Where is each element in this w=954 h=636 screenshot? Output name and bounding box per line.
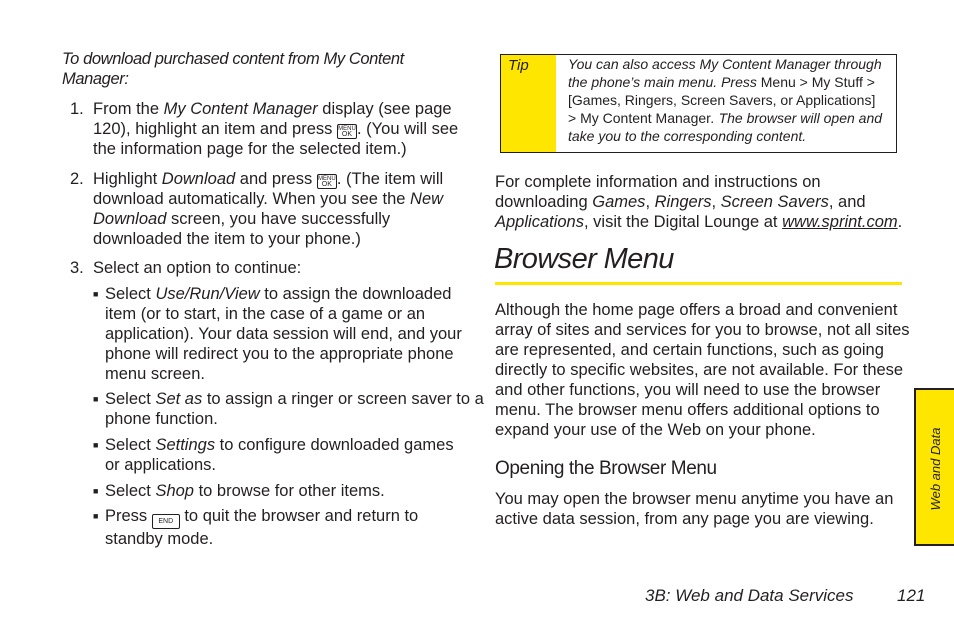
- text: screen, you have successfully: [166, 210, 391, 228]
- opening-paragraph: [495, 489, 893, 529]
- option-set-as: [93, 389, 484, 429]
- tip-box: [500, 54, 897, 153]
- bullet-line: application). Your data session will end, and your: [105, 325, 462, 343]
- subsection-heading: Opening the Browser Menu: [495, 458, 717, 479]
- tip-label: Tip: [508, 57, 529, 74]
- bullet-line: [105, 435, 454, 455]
- paragraph-line: Although the home page offers a broad and convenient: [495, 301, 898, 319]
- text: Select: [105, 436, 156, 454]
- section-side-tab: [914, 388, 954, 546]
- browser-menu-paragraph: [495, 300, 910, 440]
- info-paragraph: [495, 172, 902, 232]
- text: Highlight: [93, 170, 162, 188]
- menu-name: Ringers: [654, 193, 712, 211]
- step-2: [93, 169, 443, 249]
- key-label: OK: [321, 181, 332, 188]
- text: >: [795, 74, 812, 90]
- text: .: [897, 213, 903, 231]
- text: ,: [645, 193, 655, 211]
- bullet-line: item (or to start, in the case of a game or an: [105, 305, 426, 323]
- footer-section-name: 3B: Web and Data Services: [645, 586, 854, 605]
- text: From the: [93, 100, 164, 118]
- step-2-line: [93, 209, 443, 229]
- key-label: END: [158, 518, 174, 525]
- text: Select: [105, 482, 156, 500]
- procedure-heading-line: To download purchased content from My Content: [62, 50, 404, 68]
- step-1-line: [93, 99, 458, 119]
- bullet-line: phone will redirect you to the appropriate phone: [105, 345, 454, 363]
- menu-name: My Content Manager: [163, 100, 318, 118]
- text: to assign the downloaded: [259, 285, 452, 303]
- option-shop: [93, 481, 385, 501]
- menu-name: Download: [161, 170, 236, 188]
- bullet-icon: ■: [93, 440, 99, 450]
- text: . The browser will open and: [710, 110, 883, 126]
- menu-name: Games: [592, 193, 646, 211]
- tip-line: [Games, Ringers, Screen Savers, or Applications]: [568, 92, 876, 108]
- bullet-line: [105, 506, 418, 529]
- menu-name: My Stuff: [811, 74, 863, 90]
- text: downloading: [495, 193, 593, 211]
- text: ,: [711, 193, 721, 211]
- paragraph-line: You may open the browser menu anytime you have an: [495, 490, 894, 508]
- option-end-key: [93, 506, 419, 549]
- paragraph-line: menu. The browser menu offers additional options to: [495, 401, 880, 419]
- info-line: [495, 192, 902, 212]
- paragraph-line: expand your use of the Web on your phone.: [495, 421, 816, 439]
- bullet-line: or applications.: [105, 456, 216, 474]
- bullet-line: [105, 389, 484, 409]
- bullet-icon: ■: [93, 511, 99, 521]
- text: to configure downloaded games: [215, 436, 454, 454]
- info-line: For complete information and instructions on: [495, 173, 821, 191]
- section-title: Browser Menu: [494, 243, 674, 275]
- menu-name: New: [410, 190, 444, 208]
- tip-text: [568, 55, 882, 145]
- menu-name: Set as: [155, 390, 203, 408]
- info-line: [495, 212, 902, 232]
- menu-name: Screen Savers: [720, 193, 829, 211]
- text: >: [862, 74, 875, 90]
- end-key-icon: [152, 514, 180, 529]
- key-label: OK: [341, 131, 353, 138]
- text: , and: [828, 193, 866, 211]
- step-number: 3.: [70, 259, 84, 277]
- bullet-line: phone function.: [105, 410, 218, 428]
- tip-line: [568, 109, 882, 127]
- step-1: [93, 99, 458, 159]
- step-1-line: the information page for the selected item.): [93, 140, 407, 158]
- tip-label-bar: [501, 55, 556, 152]
- text: 120), highlight an item and press: [93, 120, 337, 138]
- text: . (The item will: [336, 170, 444, 188]
- text: to quit the browser and return to: [179, 507, 419, 525]
- text: and press: [235, 170, 317, 188]
- menu-name: Applications: [495, 213, 584, 231]
- menu-name: Use/Run/View: [155, 285, 260, 303]
- paragraph-line: are represented, and certain functions, such as going: [495, 341, 884, 359]
- menu-name: Menu: [760, 74, 796, 90]
- paragraph-line: and other functions, you will need to use the browser: [495, 381, 881, 399]
- option-settings: [93, 435, 454, 475]
- paragraph-line: active data session, from any page you are viewing.: [495, 510, 874, 528]
- text: . (You will see: [356, 120, 459, 138]
- text: >: [568, 110, 581, 126]
- text: download automatically. When you see the: [93, 190, 411, 208]
- bullet-icon: ■: [93, 486, 99, 496]
- menu-ok-key-icon: [317, 174, 337, 189]
- text: Press: [105, 507, 152, 525]
- bullet-icon: ■: [93, 289, 99, 299]
- menu-name: Download: [93, 210, 167, 228]
- text: display (see page: [317, 100, 452, 118]
- bullet-line: [105, 481, 385, 501]
- key-label: MENU: [317, 176, 336, 182]
- key-label: MENU: [338, 126, 356, 132]
- sprint-link[interactable]: [782, 213, 898, 231]
- paragraph-line: array of sites and services for you to browse, not all sites: [495, 321, 910, 339]
- paragraph-line: directly to specific websites, are not available. For these: [495, 361, 904, 379]
- menu-name: Settings: [155, 436, 216, 454]
- text: to browse for other items.: [194, 482, 385, 500]
- title-rule: [495, 282, 902, 285]
- step-number: 2.: [70, 170, 84, 188]
- text: Select: [105, 390, 156, 408]
- step-number: 1.: [70, 100, 84, 118]
- menu-name: Shop: [155, 482, 194, 500]
- procedure-heading: [62, 49, 404, 89]
- option-use-run-view: [93, 284, 462, 384]
- step-2-line: downloaded the item to your phone.): [93, 230, 361, 248]
- text: to assign a ringer or screen saver to a: [202, 390, 484, 408]
- link-text[interactable]: www.sprint.com: [782, 213, 898, 231]
- bullet-icon: ■: [93, 394, 99, 404]
- bullet-line: standby mode.: [105, 530, 214, 548]
- menu-name: My Content Manager: [580, 110, 711, 126]
- page-number: 121: [897, 586, 926, 605]
- procedure-heading-line: Manager:: [62, 70, 129, 88]
- step-3: Select an option to continue:: [93, 259, 302, 277]
- text: , visit the Digital Lounge at: [583, 213, 783, 231]
- tip-line: You can also access My Content Manager through: [568, 56, 882, 72]
- step-1-line: [93, 119, 458, 139]
- step-2-line: [93, 189, 443, 209]
- side-tab-label: Web and Data: [928, 427, 943, 511]
- text: the phone’s main menu. Press: [568, 74, 761, 90]
- text: Select: [105, 285, 156, 303]
- menu-ok-key-icon: [337, 124, 357, 139]
- step-2-line: [93, 169, 443, 189]
- bullet-line: [105, 284, 462, 304]
- tip-line: take you to the corresponding content.: [568, 128, 807, 144]
- tip-line: [568, 73, 882, 91]
- bullet-line: menu screen.: [105, 365, 205, 383]
